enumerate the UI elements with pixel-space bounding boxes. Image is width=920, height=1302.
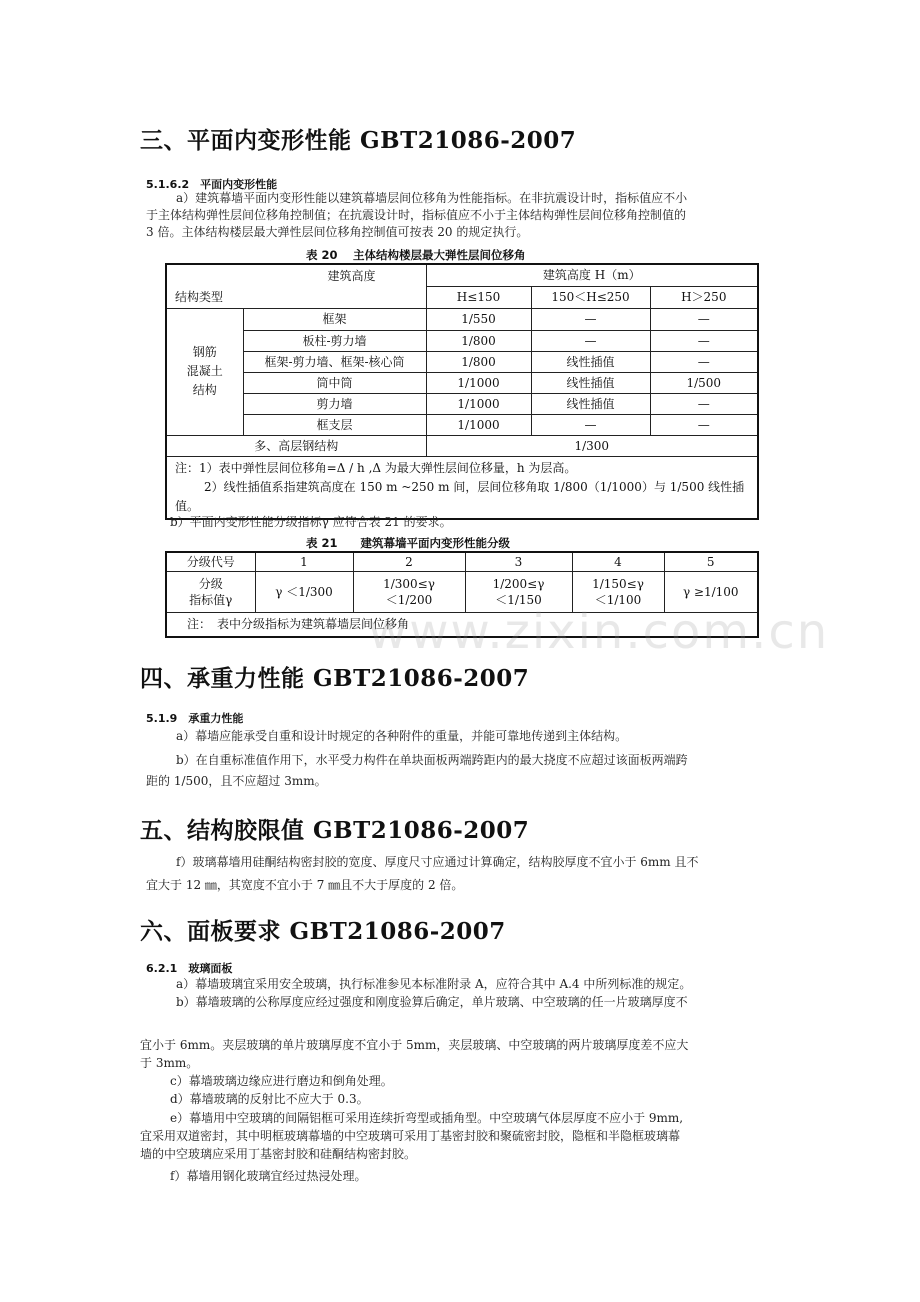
row-value: 1/1000 bbox=[426, 372, 531, 393]
group-rc-structure: 钢筋 混凝土 结构 bbox=[166, 308, 243, 435]
s6-para-c: c）幕墙玻璃边缘应进行磨边和倒角处理。 bbox=[170, 1074, 393, 1088]
index-value: 1/150≤γ ＜1/100 bbox=[572, 571, 664, 612]
row-value: 1/800 bbox=[426, 330, 531, 351]
header-col-2: 150＜H≤250 bbox=[531, 286, 650, 308]
para-a-line-3: 3 倍。主体结构楼层最大弹性层间位移角控制值可按表 20 的规定执行。 bbox=[146, 225, 529, 239]
s6-para-e-line-3: 墙的中空玻璃应采用丁基密封胶和硅酮结构密封胶。 bbox=[140, 1147, 417, 1161]
s6-para-b-line-1: b）幕墙玻璃的公称厚度应经过强度和刚度验算后确定，单片玻璃、中空玻璃的任一片玻璃厚度不 bbox=[176, 995, 688, 1009]
table-20 bbox=[165, 263, 759, 520]
s4-para-b-line-1: b）在自重标准值作用下，水平受力构件在单块面板两端跨距内的最大挠度不应超过该面板两端跨 bbox=[176, 753, 688, 767]
grade-code-label: 分级代号 bbox=[166, 552, 255, 571]
s6-para-e-line-1: e）幕墙用中空玻璃的间隔铝框可采用连续折弯型或插角型。中空玻璃气体层厚度不应小于 9mm, bbox=[170, 1111, 684, 1125]
section-3-heading: 三、平面内变形性能 GBT21086-2007 bbox=[140, 127, 577, 154]
s6-para-e-line-2: 宜采用双道密封，其中明框玻璃幕墙的中空玻璃可采用丁基密封胶和聚硫密封胶，隐框和半隐框玻璃幕 bbox=[140, 1129, 681, 1143]
s6-para-a: a）幕墙玻璃宜采用安全玻璃，执行标准参见本标准附录 A，应符合其中 A.4 中所列标准的规定。 bbox=[176, 977, 692, 991]
row-value: — bbox=[650, 351, 758, 372]
index-value: 1/200≤γ ＜1/150 bbox=[465, 571, 572, 612]
watermark: www.zixin.com.cn bbox=[368, 604, 830, 660]
row-value: — bbox=[531, 330, 650, 351]
header-col-1: H≤150 bbox=[426, 286, 531, 308]
row-name: 板柱-剪力墙 bbox=[243, 330, 426, 351]
row-name: 框架 bbox=[243, 308, 426, 330]
row-value: — bbox=[650, 330, 758, 351]
table-21-note: 注： 表中分级指标为建筑幕墙层间位移角 bbox=[166, 612, 758, 637]
clause-5-1-9: 5.1.9 承重力性能 bbox=[146, 712, 244, 725]
row-value: 1/550 bbox=[426, 308, 531, 330]
index-value: 1/300≤γ ＜1/200 bbox=[353, 571, 465, 612]
row-value: — bbox=[650, 414, 758, 435]
clause-6-2-1: 6.2.1 玻璃面板 bbox=[146, 962, 233, 975]
section-5-heading: 五、结构胶限值 GBT21086-2007 bbox=[140, 817, 530, 844]
row-value: 1/800 bbox=[426, 351, 531, 372]
row-value: — bbox=[650, 393, 758, 414]
index-value: γ ＜1/300 bbox=[255, 571, 353, 612]
row-value: 1/500 bbox=[650, 372, 758, 393]
s5-para-f-line-2: 宜大于 12 ㎜，其宽度不宜小于 7 ㎜且不大于厚度的 2 倍。 bbox=[146, 878, 464, 892]
index-value: γ ≥1/100 bbox=[664, 571, 758, 612]
header-col-3: H＞250 bbox=[650, 286, 758, 308]
header-structure-type: 结构类型 bbox=[166, 286, 426, 308]
section-4-heading: 四、承重力性能 GBT21086-2007 bbox=[140, 665, 530, 692]
grade-code: 3 bbox=[465, 552, 572, 571]
table-21-caption: 表 21 建筑幕墙平面内变形性能分级 bbox=[306, 536, 511, 550]
row-steel-name: 多、高层钢结构 bbox=[166, 435, 426, 456]
s6-para-f: f）幕墙用钢化玻璃宜经过热浸处理。 bbox=[170, 1169, 367, 1183]
header-building-height: 建筑高度 bbox=[166, 264, 426, 286]
row-steel-value: 1/300 bbox=[426, 435, 758, 456]
s4-para-b-line-2: 距的 1/500，且不应超过 3mm。 bbox=[146, 774, 327, 788]
row-name: 框支层 bbox=[243, 414, 426, 435]
para-a-line-1: a）建筑幕墙平面内变形性能以建筑幕墙层间位移角为性能指标。在非抗震设计时，指标值应不小 bbox=[176, 191, 688, 205]
row-name: 剪力墙 bbox=[243, 393, 426, 414]
row-value: — bbox=[531, 308, 650, 330]
index-label: 分级 指标值γ bbox=[166, 571, 255, 612]
row-value: 1/1000 bbox=[426, 414, 531, 435]
s6-para-d: d）幕墙玻璃的反射比不应大于 0.3。 bbox=[170, 1092, 369, 1106]
header-height-m: 建筑高度 H（m） bbox=[426, 264, 758, 286]
section-6-heading: 六、面板要求 GBT21086-2007 bbox=[140, 918, 506, 945]
clause-5-1-6-2: 5.1.6.2 平面内变形性能 bbox=[146, 178, 278, 191]
s4-para-a: a）幕墙应能承受自重和设计时规定的各种附件的重量，并能可靠地传递到主体结构。 bbox=[176, 729, 628, 743]
s6-para-b-line-3: 于 3mm。 bbox=[140, 1056, 199, 1070]
row-value: 线性插值 bbox=[531, 393, 650, 414]
grade-code: 5 bbox=[664, 552, 758, 571]
row-value: — bbox=[650, 308, 758, 330]
grade-code: 2 bbox=[353, 552, 465, 571]
table-20-notes bbox=[166, 456, 758, 519]
row-value: — bbox=[531, 414, 650, 435]
row-value: 1/1000 bbox=[426, 393, 531, 414]
row-name: 框架-剪力墙、框架-核心筒 bbox=[243, 351, 426, 372]
row-name: 筒中筒 bbox=[243, 372, 426, 393]
para-a-line-2: 于主体结构弹性层间位移角控制值；在抗震设计时，指标值应不小于主体结构弹性层间位移角控制值的 bbox=[146, 208, 687, 222]
grade-code: 4 bbox=[572, 552, 664, 571]
row-value: 线性插值 bbox=[531, 372, 650, 393]
table-20-note-2: 2）线性插值系指建筑高度在 150 m ~250 m 间，层间位移角取 1/800（1/1000）与 1/500 线性插值。 bbox=[175, 479, 745, 513]
s5-para-f-line-1: f）玻璃幕墙用硅酮结构密封胶的宽度、厚度尺寸应通过计算确定，结构胶厚度不宜小于 6mm 且不 bbox=[176, 855, 699, 869]
table-20-note-1: 注：1）表中弹性层间位移角=Δ / h ,Δ 为最大弹性层间位移量，h 为层高。 bbox=[175, 460, 577, 475]
para-b: b）平面内变形性能分级指标γ 应符合表 21 的要求。 bbox=[170, 515, 452, 529]
grade-code: 1 bbox=[255, 552, 353, 571]
s6-para-b-line-2: 宜小于 6mm。夹层玻璃的单片玻璃厚度不宜小于 5mm，夹层玻璃、中空玻璃的两片玻璃厚度差不应大 bbox=[140, 1038, 689, 1052]
table-20-caption: 表 20 主体结构楼层最大弹性层间位移角 bbox=[306, 248, 526, 262]
row-value: 线性插值 bbox=[531, 351, 650, 372]
